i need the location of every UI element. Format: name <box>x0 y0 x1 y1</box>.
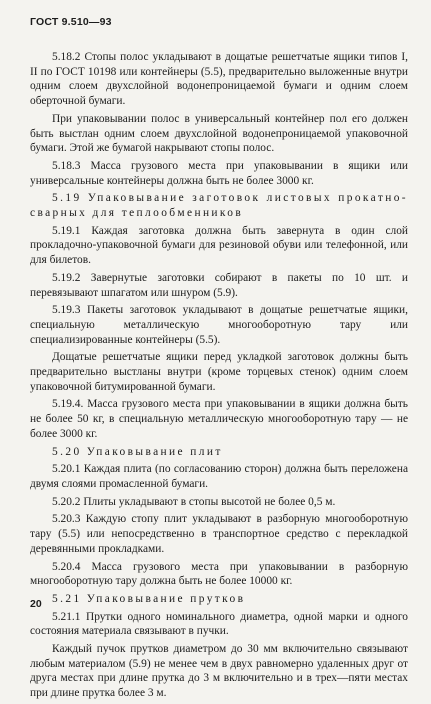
paragraph-5-20-1: 5.20.1 Каждая плита (по согласованию сторон) должна быть переложена двумя слоями промасленной бумаги. <box>30 463 408 490</box>
paragraph-5-18-3: 5.18.3 Масса грузового места при упаковывании в ящики или универсальные контейнеры должна быть не более 3000 кг. <box>30 159 408 187</box>
section-heading-5-19: 5.19 Упаковывание заготовок листовых прокатно-сварных для теплообменников <box>30 192 408 220</box>
document-body <box>30 50 408 704</box>
paragraph-5-20-4: 5.20.4 Масса грузового места при упаковывании в разборную многооборотную тару должна быть не более 10000 кг. <box>30 560 408 588</box>
paragraph-5-20-2: 5.20.2 Плиты укладывают в стопы высотой не более 0,5 м. <box>52 495 336 508</box>
paragraph-crates-lining: Дощатые решетчатые ящики перед укладкой заготовок должны быть предварительно выстланы внутри (кроме торцевых стенок) одним слоем упаковочной битумированной бумаги. <box>30 351 408 393</box>
paragraph-bundle-tying: Каждый пучок прутков диаметром до 30 мм включительно связывают любым материалом (5.9) не менее чем в двух равномерно удаленных друг от друга местах при длине прутка до 3 м включительно и в трех—пяти местах при длине прутка более 3 м. <box>30 643 408 700</box>
paragraph-5-19-3: 5.19.3 Пакеты заготовок укладывают в дощатые решетчатые ящики, специальную металлическую многооборотную тару или специализированные контейнеры (5.5). <box>30 304 408 346</box>
paragraph-5-19-2: 5.19.2 Завернутые заготовки собирают в пакеты по 10 шт. и перевязывают шпагатом или шнуром (5.9). <box>30 271 408 299</box>
paragraph-5-19-4: 5.19.4. Масса грузового места при упаковывании в ящики должна быть не более 50 кг, в специальную металлическую многооборотную тару — не более 3000 кг. <box>30 398 408 440</box>
paragraph-5-18-2: 5.18.2 Стопы полос укладывают в дощатые решетчатые ящики типов I, II по ГОСТ 10198 или контейнеры (5.5), предварительно выложенные внутри одним слоем двухслойной водонепроницаемой бумаги и одним слоем оберточной бумаги. <box>30 51 408 108</box>
document-header: ГОСТ 9.510—93 <box>30 16 112 28</box>
paragraph-5-21-1: 5.21.1 Прутки одного номинального диаметра, одной марки и одного состояния материала связывают в пучки. <box>30 610 408 638</box>
section-heading-5-21: 5.21 Упаковывание прутков <box>52 592 246 605</box>
paragraph-5-20-3: 5.20.3 Каждую стопу плит укладывают в разборную многооборотную тару (5.5) или непосредственно в транспортное средство с перекладкой деревянными прокладками. <box>30 513 408 555</box>
section-heading-5-20: 5.20 Упаковывание плит <box>52 445 223 458</box>
page-number: 20 <box>30 598 42 610</box>
paragraph-container-floor: При упаковывании полос в универсальный контейнер пол его должен быть выстлан одним слоем двухслойной водонепроницаемой упаковочной бумаги. Этой же бумагой накрывают стопы полос. <box>30 112 408 155</box>
paragraph-5-19-1: 5.19.1 Каждая заготовка должна быть завернута в один слой прокладочно-упаковочной бумаги для резиновой обуви или телефонной, или для билетов. <box>30 224 408 267</box>
